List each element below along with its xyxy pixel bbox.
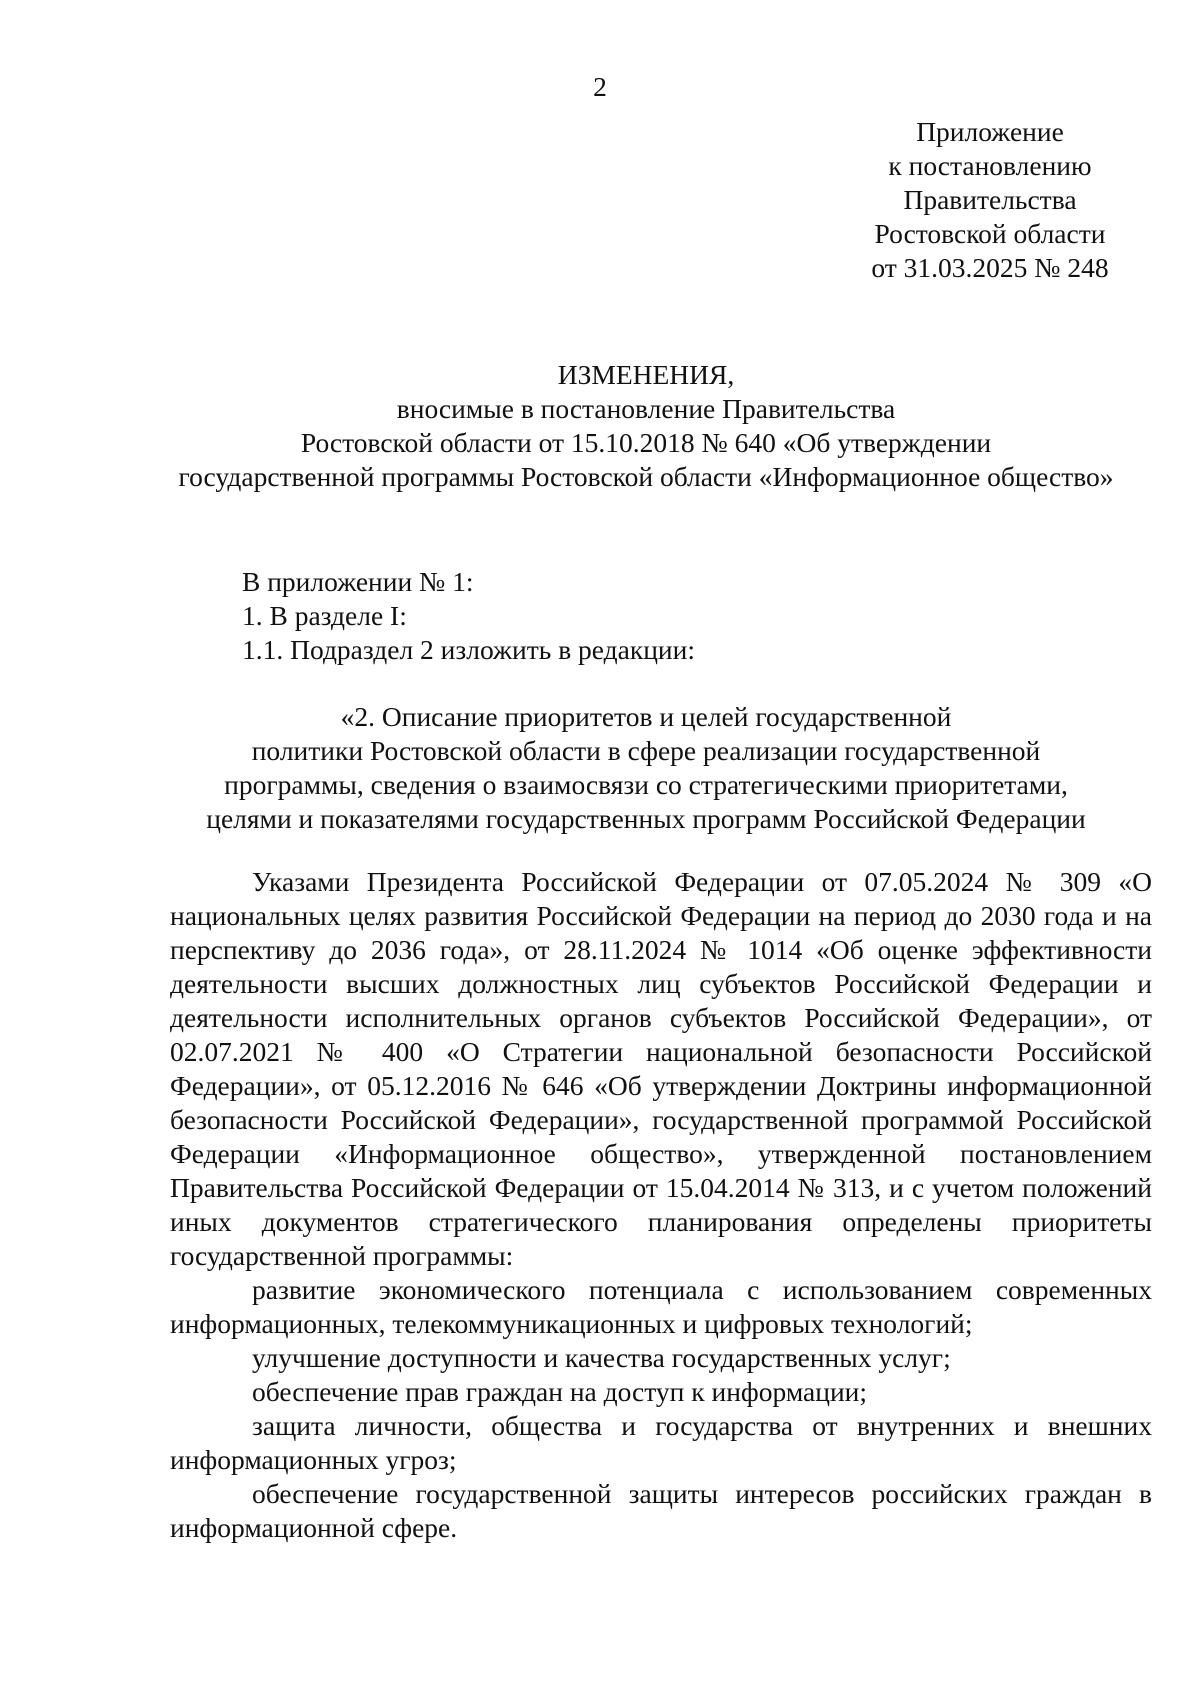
section-title-line: политики Ростовской области в сфере реализации государственной bbox=[251, 735, 1041, 766]
section-title bbox=[160, 700, 1132, 836]
appendix-line: к постановлению bbox=[888, 150, 1092, 181]
title-line: вносимые в постановление Правительства bbox=[396, 393, 896, 424]
intro-line: 1. В разделе I: bbox=[242, 600, 407, 631]
title-heading: ИЗМЕНЕНИЯ, bbox=[557, 359, 735, 390]
intro-line: 1.1. Подраздел 2 изложить в редакции: bbox=[242, 634, 695, 665]
body-paragraph: Указами Президента Российской Федерации от 07.05.2024 № 309 «О национальных целях развития Российской Федерации на период до 2030 года и на перспективу до 2036 года», от 28.11.2024 № 1014 «Об оценке эффективности деятельности высших должностных лиц субъектов Российской Федерации и деятельности исполнительных органов субъектов Российской Федерации», от 02.07.2021 № 400 «О Стратегии национальной безопасности Российской Федерации», от 05.12.2016 № 646 «Об утверждении Доктрины информационной безопасности Российской Федерации», государственной программой Российской Федерации «Информационное общество», утвержденной постановлением Правительства Российской Федерации от 15.04.2014 № 313, и с учетом положений иных документов стратегического планирования определены приоритеты государственной программы: bbox=[170, 866, 1152, 1271]
priority-item: развитие экономического потенциала с использованием современных информационных, телекоммуникационных и цифровых технологий; bbox=[170, 1274, 1152, 1339]
appendix-line: Приложение bbox=[916, 116, 1064, 147]
appendix-line: Правительства bbox=[903, 184, 1077, 215]
priority-item: защита личности, общества и государства от внутренних и внешних информационных угроз; bbox=[170, 1410, 1152, 1475]
title-line: Ростовской области от 15.10.2018 № 640 «Об утверждении bbox=[300, 427, 992, 458]
section-title-line: программы, сведения о взаимосвязи со стратегическими приоритетами, bbox=[224, 769, 1068, 800]
title-line: государственной программы Ростовской области «Информационное общество» bbox=[178, 461, 1114, 492]
appendix-attribution bbox=[820, 115, 1160, 285]
page-number: 2 bbox=[593, 71, 607, 102]
priority-item: обеспечение государственной защиты интересов российских граждан в информационной сфере. bbox=[170, 1478, 1152, 1543]
priority-item: обеспечение прав граждан на доступ к информации; bbox=[252, 1376, 868, 1407]
priority-item: улучшение доступности и качества государственных услуг; bbox=[252, 1342, 951, 1373]
intro-line: В приложении № 1: bbox=[242, 566, 474, 597]
document-title bbox=[160, 358, 1132, 494]
appendix-line: Ростовской области bbox=[874, 218, 1106, 249]
section-title-line: «2. Описание приоритетов и целей государственной bbox=[340, 701, 952, 732]
intro-instructions bbox=[160, 565, 1132, 667]
appendix-line: от 31.03.2025 № 248 bbox=[871, 252, 1109, 283]
section-title-line: целями и показателями государственных программ Российской Федерации bbox=[206, 803, 1086, 834]
body-text bbox=[170, 865, 1152, 1545]
